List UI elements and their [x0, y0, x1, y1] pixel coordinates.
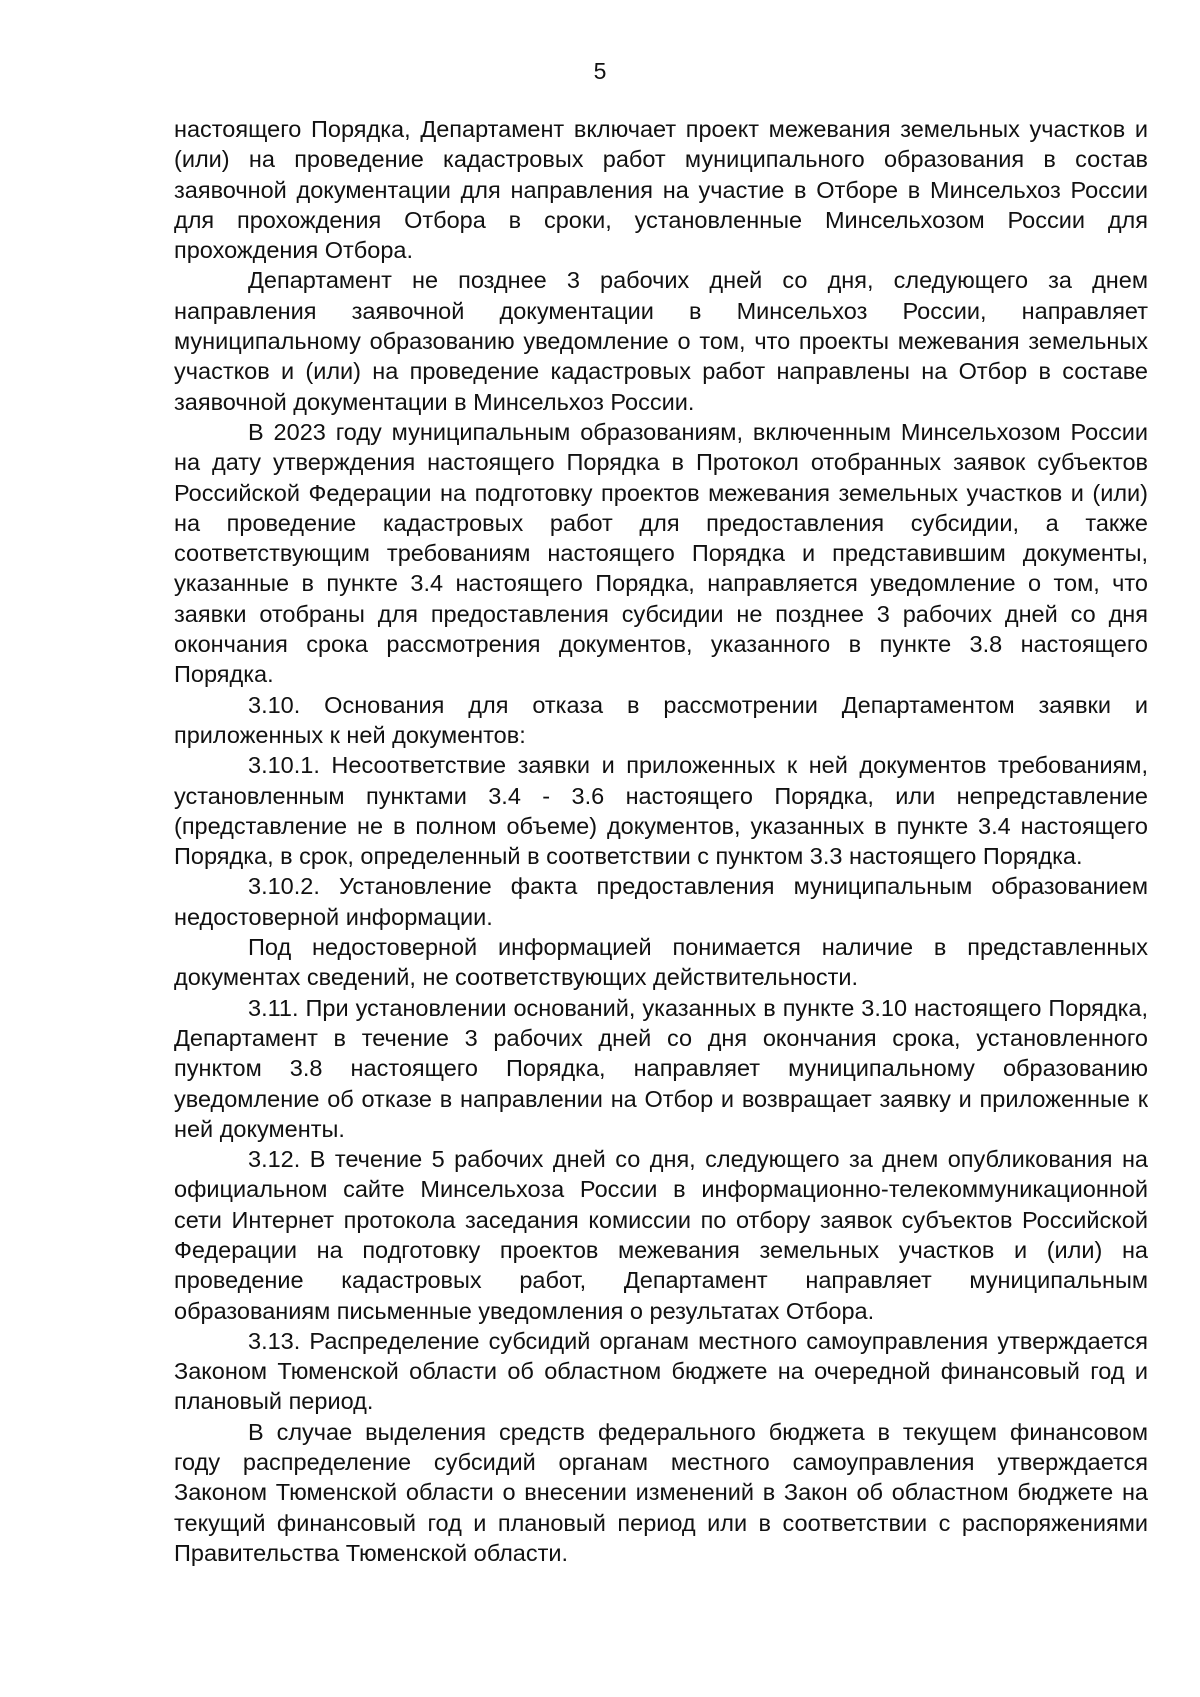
clause-3-10-2: 3.10.2. Установление факта предоставления муниципальным образованием недостоверной информации.	[174, 873, 1148, 930]
clause-3-12: 3.12. В течение 5 рабочих дней со дня, следующего за днем опубликования на официальном сайте Минсельхоза России в информационно-телекоммуникационной сети Интернет протокола заседания комиссии по отбору заявок субъектов Российской Федерации на подготовку проектов межевания земельных участков и (или) на проведение кадастровых работ, Департамент направляет муниципальным образованиям письменные уведомления о результатах Отбора.	[174, 1146, 1148, 1324]
paragraph-2023: В 2023 году муниципальным образованиям, включенным Минсельхозом России на дату утверждения настоящего Порядка в Протокол отобранных заявок субъектов Российской Федерации на подготовку проектов межевания земельных участков и (или) на проведение кадастровых работ для предоставления субсидии, а также соответствующим требованиям настоящего Порядка и представившим документы, указанные в пункте 3.4 настоящего Порядка, направляется уведомление о том, что заявки отобраны для предоставления субсидии не позднее 3 рабочих дней со дня окончания срока рассмотрения документов, указанного в пункте 3.8 настоящего Порядка.	[174, 418, 1148, 688]
clause-3-13: 3.13. Распределение субсидий органам местного самоуправления утверждается Законом Тюменской области об областном бюджете на очередной финансовый год и плановый период.	[174, 1327, 1148, 1415]
paragraph-federal-budget: В случае выделения средств федерального бюджета в текущем финансовом году распределение субсидий органам местного самоуправления утверждается Законом Тюменской области о внесении изменений в Закон об областном бюджете на текущий финансовый год и плановый период или в соответствии с распоряжениями Правительства Тюменской области.	[174, 1418, 1148, 1566]
clause-3-10: 3.10. Основания для отказа в рассмотрении Департаментом заявки и приложенных к ней документов:	[174, 691, 1148, 748]
document-body	[174, 114, 1148, 1568]
page-number: 5	[593, 58, 607, 84]
paragraph-false-information: Под недостоверной информацией понимается наличие в представленных документах сведений, не соответствующих действительности.	[174, 934, 1148, 991]
clause-3-11: 3.11. При установлении оснований, указанных в пункте 3.10 настоящего Порядка, Департамент в течение 3 рабочих дней со дня окончания срока, установленного пунктом 3.8 настоящего Порядка, направляет муниципальному образованию уведомление об отказе в направлении на Отбор и возвращает заявку и приложенные к ней документы.	[174, 994, 1148, 1142]
paragraph-continuation: настоящего Порядка, Департамент включает проект межевания земельных участков и (или) на проведение кадастровых работ муниципального образования в состав заявочной документации для направления на участие в Отборе в Минсельхоз России для прохождения Отбора в сроки, установленные Минсельхозом России для прохождения Отбора.	[174, 116, 1148, 264]
paragraph-department-notice: Департамент не позднее 3 рабочих дней со дня, следующего за днем направления заявочной документации в Минсельхоз России, направляет муниципальному образованию уведомление о том, что проекты межевания земельных участков и (или) на проведение кадастровых работ направлены на Отбор в составе заявочной документации в Минсельхоз России.	[174, 267, 1148, 415]
clause-3-10-1: 3.10.1. Несоответствие заявки и приложенных к ней документов требованиям, установленным пунктами 3.4 - 3.6 настоящего Порядка, или непредставление (представление не в полном объеме) документов, указанных в пункте 3.4 настоящего Порядка, в срок, определенный в соответствии с пунктом 3.3 настоящего Порядка.	[174, 752, 1148, 870]
